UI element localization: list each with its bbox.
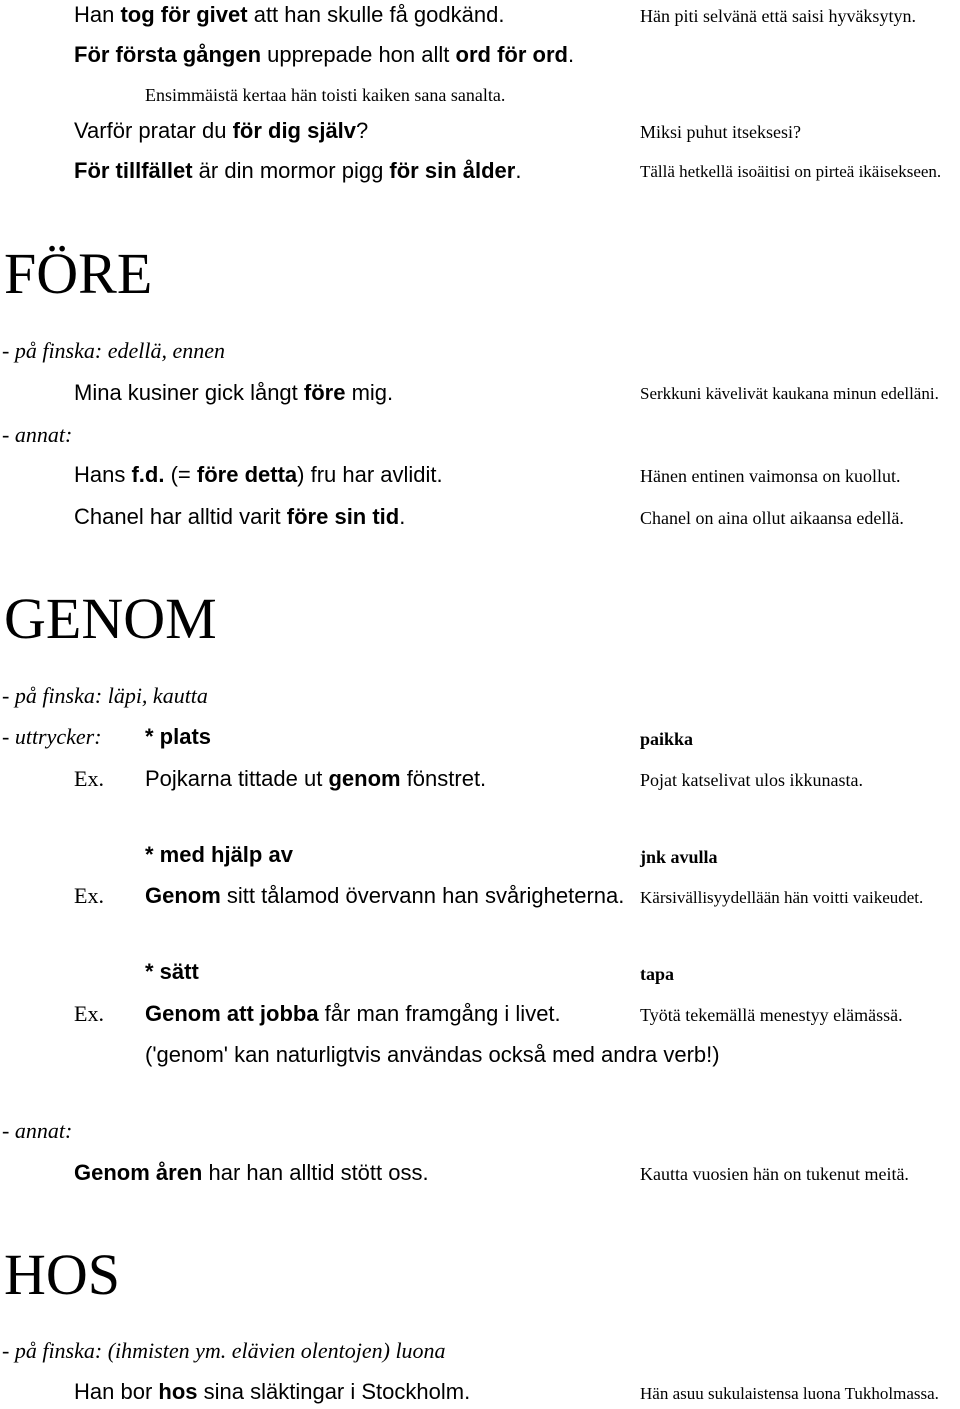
text-span: (= bbox=[164, 462, 197, 487]
genom-satt-fi: tapa bbox=[640, 964, 675, 984]
heading-hos: HOS bbox=[4, 1242, 121, 1307]
text-span: fönstret. bbox=[400, 766, 487, 791]
genom-note: ('genom' kan naturligtvis användas också med andra verb!) bbox=[145, 1042, 720, 1067]
fore-annat-label: - annat: bbox=[2, 422, 73, 447]
text-span: upprepade hon allt bbox=[261, 42, 456, 67]
text-span: får man framgång i livet. bbox=[318, 1001, 561, 1026]
bold-phrase: för dig själv bbox=[232, 118, 357, 143]
top-row-3-fi: Miksi puhut itseksesi? bbox=[640, 122, 801, 142]
genom-annat-fi: Kautta vuosien hän on tukenut meitä. bbox=[640, 1164, 909, 1184]
heading-genom: GENOM bbox=[4, 586, 217, 651]
genom-plats-label: * plats bbox=[145, 724, 212, 749]
text-span: Han bor bbox=[74, 1379, 159, 1404]
genom-annat-label: - annat: bbox=[2, 1118, 73, 1143]
hos-ex1-fi: Hän asuu sukulaistensa luona Tukholmassa. bbox=[640, 1384, 939, 1403]
top-row-1-fi: Hän piti selvänä että saisi hyväksytyn. bbox=[640, 6, 916, 26]
bold-phrase: genom bbox=[328, 766, 401, 791]
text-span: mig. bbox=[345, 380, 394, 405]
fore-ex2-sv bbox=[74, 462, 443, 488]
text-span: sitt tålamod övervann han svårigheterna. bbox=[220, 883, 625, 908]
text-span: . bbox=[567, 42, 575, 67]
bold-phrase: Genom bbox=[145, 883, 221, 908]
text-span: Han bbox=[74, 2, 121, 27]
genom-medhjalp-fi-ex: Kärsivällisyydellään hän voitti vaikeudet. bbox=[640, 888, 924, 907]
genom-plats-fi: paikka bbox=[640, 729, 694, 749]
bold-phrase: före sin tid bbox=[286, 504, 400, 529]
fore-finska-label: - på finska: edellä, ennen bbox=[2, 338, 225, 363]
bold-phrase: För tillfället bbox=[74, 158, 193, 183]
top-row-1-sv bbox=[74, 2, 504, 28]
text-span: Hans bbox=[74, 462, 132, 487]
bold-phrase: ord för ord bbox=[455, 42, 568, 67]
genom-plats-sv bbox=[145, 766, 486, 792]
text-span: ? bbox=[356, 118, 369, 143]
bold-phrase: f.d. bbox=[131, 462, 165, 487]
genom-medhjalp-fi: jnk avulla bbox=[640, 847, 718, 867]
bold-phrase: hos bbox=[158, 1379, 198, 1404]
hos-ex1-sv bbox=[74, 1379, 470, 1405]
text-span: att han skulle få godkänd. bbox=[247, 2, 505, 27]
bold-phrase: för sin ålder bbox=[389, 158, 516, 183]
fore-ex3-fi: Chanel on aina ollut aikaansa edellä. bbox=[640, 508, 904, 528]
top-row-4-sv bbox=[74, 158, 521, 184]
genom-satt-ex: Ex. bbox=[74, 1001, 104, 1026]
text-span: har han alltid stött oss. bbox=[202, 1160, 429, 1185]
genom-annat-sv bbox=[74, 1160, 429, 1186]
text-span: . bbox=[515, 158, 522, 183]
text-span: Mina kusiner gick långt bbox=[74, 380, 304, 405]
heading-fore: FÖRE bbox=[4, 241, 153, 306]
bold-phrase: För första gången bbox=[74, 42, 262, 67]
text-span: sina släktingar i Stockholm. bbox=[197, 1379, 471, 1404]
text-span: . bbox=[399, 504, 406, 529]
text-span: Varför pratar du bbox=[74, 118, 233, 143]
text-span: Chanel har alltid varit bbox=[74, 504, 287, 529]
fore-ex1-fi: Serkkuni kävelivät kaukana minun edelläni. bbox=[640, 384, 939, 403]
fore-ex3-sv bbox=[74, 504, 405, 530]
bold-phrase: Genom att jobba bbox=[145, 1001, 319, 1026]
text-span: är din mormor pigg bbox=[192, 158, 390, 183]
genom-uttrycker-label: - uttrycker: bbox=[2, 724, 102, 749]
hos-finska-label: - på finska: (ihmisten ym. elävien olentojen) luona bbox=[2, 1338, 446, 1363]
bold-phrase: Genom åren bbox=[74, 1160, 203, 1185]
top-row-4-fi: Tällä hetkellä isoäitisi on pirteä ikäisekseen. bbox=[640, 162, 942, 181]
fore-ex1-sv bbox=[74, 380, 393, 406]
bold-phrase: tog för givet bbox=[120, 2, 248, 27]
text-span: Pojkarna tittade ut bbox=[145, 766, 329, 791]
top-row-3-sv bbox=[74, 118, 368, 144]
genom-plats-ex: Ex. bbox=[74, 766, 104, 791]
genom-satt-fi-ex: Työtä tekemällä menestyy elämässä. bbox=[640, 1005, 903, 1025]
genom-plats-fi-ex: Pojat katselivat ulos ikkunasta. bbox=[640, 770, 863, 790]
genom-satt-sv bbox=[145, 1001, 561, 1027]
top-row-2-fi: Ensimmäistä kertaa hän toisti kaiken sana sanalta. bbox=[145, 85, 506, 105]
genom-medhjalp-sv bbox=[145, 883, 624, 909]
bold-phrase: före detta bbox=[196, 462, 298, 487]
genom-medhjalp-ex: Ex. bbox=[74, 883, 104, 908]
top-row-2-sv bbox=[74, 42, 574, 68]
genom-satt-label: * sätt bbox=[145, 959, 199, 984]
genom-medhjalp-label: * med hjälp av bbox=[145, 842, 293, 867]
fore-ex2-fi: Hänen entinen vaimonsa on kuollut. bbox=[640, 466, 901, 486]
text-span: ) fru har avlidit. bbox=[297, 462, 443, 487]
genom-finska-label: - på finska: läpi, kautta bbox=[2, 683, 208, 708]
bold-phrase: före bbox=[303, 380, 346, 405]
